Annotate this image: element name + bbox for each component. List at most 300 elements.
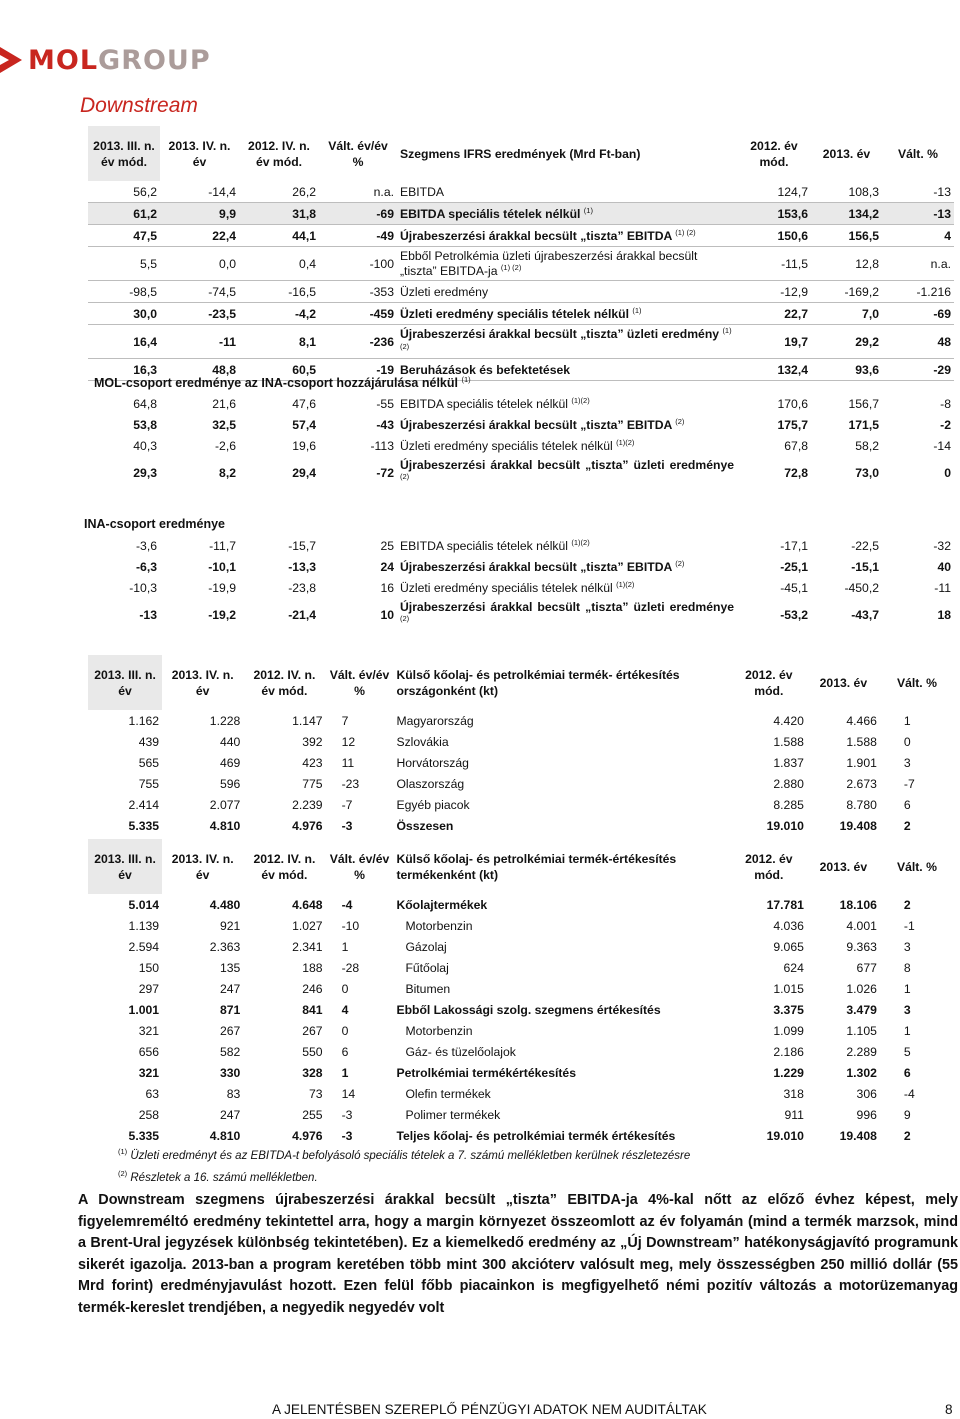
t3-cell: 19.408 bbox=[839, 1128, 877, 1143]
t3-header-cell: 2013. III. n. év bbox=[88, 839, 162, 894]
t1-cell: -49 bbox=[319, 225, 397, 247]
t3-cell: 1.302 bbox=[846, 1065, 877, 1080]
ina-cell: -25,1 bbox=[780, 559, 808, 574]
t3-cell: 582 bbox=[219, 1044, 241, 1059]
t3-cell: 83 bbox=[226, 1086, 241, 1101]
mol-cell: -72 bbox=[376, 466, 394, 480]
t3-cell: 2.341 bbox=[292, 939, 323, 954]
mol-row bbox=[88, 414, 954, 435]
t1-cell: -13 bbox=[882, 203, 954, 225]
mol-cell: 175,7 bbox=[777, 417, 808, 432]
t3-cell: Bitumen bbox=[405, 981, 451, 996]
t1-header-cell: 2013. IV. n. év bbox=[168, 138, 231, 169]
t3-cell: Ebből Lakossági szolg. szegmens értékesítés bbox=[396, 1002, 661, 1017]
t1-cell: -11,5 bbox=[737, 247, 811, 281]
t1-cell: -169,2 bbox=[811, 281, 882, 303]
ina-cell: -19,2 bbox=[208, 608, 236, 622]
t3-header-cell: Vált. % bbox=[896, 859, 937, 874]
mol-row bbox=[88, 456, 954, 490]
ina-cell: -15,1 bbox=[851, 559, 879, 574]
t1-cell: -23,5 bbox=[160, 303, 239, 325]
t3-cell: 330 bbox=[219, 1065, 241, 1080]
ina-cell: -10,3 bbox=[129, 580, 157, 595]
t3-cell: 247 bbox=[219, 1107, 241, 1122]
t2-cell: 1.162 bbox=[128, 713, 160, 728]
t2-cell: 1.588 bbox=[846, 734, 877, 749]
t1-cell: -98,5 bbox=[88, 281, 160, 303]
t3-cell: 1.139 bbox=[128, 918, 160, 933]
t3-cell: 318 bbox=[783, 1086, 804, 1101]
t3-cell: 5.014 bbox=[128, 897, 160, 912]
t3-header-cell: 2013. IV. n. év bbox=[171, 851, 234, 882]
t2-row bbox=[88, 752, 954, 773]
t2-header-cell: 2012. IV. n. év mód. bbox=[253, 667, 316, 698]
t3-cell: 911 bbox=[784, 1107, 804, 1122]
body-paragraph: A Downstream szegmens újrabeszerzési árakkal becsült „tiszta” EBITDA-ja 4%-kal nőtt az előző évhez képest, mely figyelemreméltó eredmény tekintettel arra, hogy a margin környezet összeomlott az év folyamán (mind a termék marzsok, mind a Brent-Ural jegyzések különbség tekintetében). Ez a kiemelkedő eredmény az „Új Downstream” hatékonyságjavító programunk sikerét igazolja. 2013-ban a program keretében több mint 300 akcióterv valósult meg, mely összességben 250 millió dollár (55 Mrd forint) eredményjavulást hozott. Ezen felül főbb piacainkon is megfigyelhető némi pozitív változás a motorüzemanyag termék-kereslet trendjében, a negyedik negyedév volt bbox=[78, 1192, 958, 1316]
t3-cell: -1 bbox=[903, 918, 915, 933]
t3-cell: 2 bbox=[903, 897, 911, 912]
ina-cell: -53,2 bbox=[780, 608, 808, 622]
t2-cell: 4.810 bbox=[209, 818, 241, 833]
t3-cell: 4.480 bbox=[209, 897, 241, 912]
mol-cell: 29,3 bbox=[133, 466, 157, 480]
mol-cell: 8,2 bbox=[219, 466, 236, 480]
logo-wordmark: MOLGROUP bbox=[28, 44, 211, 76]
t2-header-row bbox=[88, 655, 954, 710]
mol-cell: 19,6 bbox=[292, 438, 316, 453]
t2-cell: Horvátország bbox=[396, 755, 469, 770]
t3-cell: 5.335 bbox=[128, 1128, 160, 1143]
mol-cell: 47,6 bbox=[292, 396, 316, 411]
t2-row bbox=[88, 794, 954, 815]
t3-row bbox=[88, 894, 954, 915]
t1-cell: -69 bbox=[319, 203, 397, 225]
t3-cell: 63 bbox=[145, 1086, 160, 1101]
t3-cell: -10 bbox=[341, 918, 360, 933]
t2-cell: 1.837 bbox=[773, 755, 804, 770]
t1-cell: 22,7 bbox=[737, 303, 811, 325]
page-footer: A JELENTÉSBEN SZEREPLŐ PÉNZÜGYI ADATOK NEM AUDITÁLTAK bbox=[272, 1402, 707, 1417]
t3-cell: 4.036 bbox=[773, 918, 804, 933]
t3-cell: 1 bbox=[341, 939, 349, 954]
mol-cell: 29,4 bbox=[292, 466, 316, 480]
t1-cell: 16,3 bbox=[88, 359, 160, 381]
t3-row bbox=[88, 999, 954, 1020]
t2-cell: 439 bbox=[138, 734, 160, 749]
t1-row bbox=[88, 203, 954, 225]
t3-cell: 4.001 bbox=[846, 918, 877, 933]
footnote-1: $^{(1)}$ Üzleti eredményt és az EBITDA-t befolyásoló speciális tételek a 7. számú mellékletben kerülnek részletezésre bbox=[118, 1147, 691, 1162]
t3-cell: -3 bbox=[341, 1128, 353, 1143]
t1-cell: 61,2 bbox=[88, 203, 160, 225]
mol-cell: -55 bbox=[376, 396, 394, 411]
t2-row bbox=[88, 815, 954, 836]
t1-cell: Üzleti eredmény bbox=[397, 281, 737, 303]
t1-cell: -236 bbox=[319, 325, 397, 359]
t3-cell: -3 bbox=[341, 1107, 353, 1122]
ina-cell: -22,5 bbox=[851, 538, 879, 553]
t2-header-cell: 2013. III. n. év bbox=[88, 655, 162, 710]
t2-cell: 4.976 bbox=[292, 818, 323, 833]
t1-cell: EBITDA bbox=[397, 181, 737, 203]
mol-cell: -43 bbox=[376, 417, 394, 432]
t2-cell: 0 bbox=[903, 734, 911, 749]
t3-cell: Teljes kőolaj- és petrolkémiai termék értékesítés bbox=[396, 1128, 676, 1143]
t1-cell: 8,1 bbox=[239, 325, 319, 359]
t3-cell: 0 bbox=[341, 981, 349, 996]
ina-cell: -11 bbox=[934, 580, 951, 595]
t3-header-cell: 2012. IV. n. év mód. bbox=[253, 851, 316, 882]
t3-cell: 2.289 bbox=[846, 1044, 877, 1059]
t1-cell: 47,5 bbox=[88, 225, 160, 247]
t1-row bbox=[88, 325, 954, 359]
t2-cell: 19.408 bbox=[839, 818, 877, 833]
t3-cell: 550 bbox=[302, 1044, 323, 1059]
t2-cell: 440 bbox=[219, 734, 241, 749]
t2-cell: 3 bbox=[903, 755, 911, 770]
t1-cell: -14,4 bbox=[160, 181, 239, 203]
sales-by-country-table bbox=[88, 655, 954, 836]
t3-row bbox=[88, 936, 954, 957]
ina-cell: -23,8 bbox=[288, 580, 316, 595]
t3-cell: Gázolaj bbox=[405, 939, 447, 954]
segment-results-table bbox=[88, 126, 954, 381]
t3-cell: 4.976 bbox=[292, 1128, 323, 1143]
mol-cell: 32,5 bbox=[212, 417, 236, 432]
ina-cell: -15,7 bbox=[288, 538, 316, 553]
t1-cell: 7,0 bbox=[811, 303, 882, 325]
t3-cell: 6 bbox=[903, 1065, 911, 1080]
t1-cell: EBITDA speciális tételek nélkül $^{(1)}$ bbox=[397, 203, 737, 225]
t3-cell: 8 bbox=[903, 960, 911, 975]
t3-cell: 246 bbox=[302, 981, 323, 996]
t3-cell: 5 bbox=[903, 1044, 911, 1059]
ina-cell: 18 bbox=[937, 608, 951, 622]
t1-cell: 30,0 bbox=[88, 303, 160, 325]
t3-header-row bbox=[88, 839, 954, 894]
ina-cell: -11,7 bbox=[209, 538, 236, 553]
t3-cell: 297 bbox=[138, 981, 160, 996]
mol-group-title: MOL-csoport eredménye az INA-csoport hozzájárulása nélkül $^{(1)}$ bbox=[94, 375, 471, 391]
t2-cell: 423 bbox=[302, 755, 323, 770]
mol-cell: 0 bbox=[944, 466, 951, 480]
t2-cell: 392 bbox=[302, 734, 323, 749]
ina-cell: -45,1 bbox=[780, 580, 808, 595]
t2-cell: 6 bbox=[903, 797, 911, 812]
t3-header-cell: Vált. év/év % bbox=[329, 851, 390, 882]
t1-cell: 12,8 bbox=[811, 247, 882, 281]
t3-cell: 9 bbox=[903, 1107, 911, 1122]
t3-cell: 3.479 bbox=[846, 1002, 877, 1017]
page-number: 8 bbox=[945, 1402, 953, 1417]
t1-cell: -74,5 bbox=[160, 281, 239, 303]
t3-cell: 3 bbox=[903, 1002, 911, 1017]
t2-cell: 2 bbox=[903, 818, 911, 833]
t3-cell: -28 bbox=[341, 960, 360, 975]
t1-cell: 19,7 bbox=[737, 325, 811, 359]
t2-cell: 1.901 bbox=[846, 755, 877, 770]
t2-cell: -23 bbox=[341, 776, 360, 791]
t3-cell: Fűtőolaj bbox=[405, 960, 449, 975]
mol-cell: 40,3 bbox=[133, 438, 157, 453]
t3-cell: 871 bbox=[219, 1002, 241, 1017]
section-title: Downstream bbox=[80, 94, 198, 117]
t1-cell: 0,0 bbox=[160, 247, 239, 281]
t3-cell: 1 bbox=[903, 1023, 911, 1038]
mol-cell: -14 bbox=[933, 438, 951, 453]
ina-cell: -19,9 bbox=[208, 580, 236, 595]
t3-header-cell: Külső kőolaj- és petrolkémiai termék-értékesítés termékenként (kt) bbox=[396, 851, 677, 882]
t3-cell: 306 bbox=[856, 1086, 877, 1101]
t2-header-cell: Külső kőolaj- és petrolkémiai termék- értékesítés országonként (kt) bbox=[396, 667, 680, 698]
t3-cell: 267 bbox=[219, 1023, 241, 1038]
t1-header-cell: Vált. % bbox=[898, 146, 938, 161]
t2-header-cell: 2013. év bbox=[819, 675, 868, 690]
t3-cell: 6 bbox=[341, 1044, 349, 1059]
ina-cell: -43,7 bbox=[851, 608, 879, 622]
sales-by-product-table bbox=[88, 839, 954, 1146]
t1-cell: 31,8 bbox=[239, 203, 319, 225]
t3-cell: 9.363 bbox=[846, 939, 877, 954]
t2-cell: 1.228 bbox=[209, 713, 241, 728]
t2-cell: 4.420 bbox=[773, 713, 804, 728]
t3-cell: 677 bbox=[856, 960, 877, 975]
t3-cell: 19.010 bbox=[766, 1128, 804, 1143]
t3-header-cell: 2013. év bbox=[819, 859, 868, 874]
t1-header-cell: Szegmens IFRS eredmények (Mrd Ft-ban) bbox=[400, 146, 641, 161]
t2-cell: 7 bbox=[341, 713, 349, 728]
t2-cell: 11 bbox=[341, 755, 355, 770]
t3-cell: Gáz- és tüzelőolajok bbox=[405, 1044, 516, 1059]
t3-cell: 2.363 bbox=[209, 939, 241, 954]
ina-cell: -13 bbox=[139, 608, 157, 622]
t3-cell: 188 bbox=[302, 960, 323, 975]
t3-cell: 321 bbox=[138, 1023, 160, 1038]
mol-cell: 21,6 bbox=[212, 396, 236, 411]
t3-cell: 2.186 bbox=[773, 1044, 804, 1059]
ina-row bbox=[88, 556, 954, 577]
mol-cell: -2,6 bbox=[214, 438, 236, 453]
t3-row bbox=[88, 1104, 954, 1125]
molgroup-logo bbox=[0, 42, 211, 78]
t1-cell: 124,7 bbox=[737, 181, 811, 203]
t1-cell: 48 bbox=[882, 325, 954, 359]
t2-cell: 2.077 bbox=[209, 797, 241, 812]
t1-cell: 0,4 bbox=[239, 247, 319, 281]
t1-cell: -19 bbox=[319, 359, 397, 381]
t1-header-cell: 2013. év bbox=[822, 146, 871, 161]
logo-chevron-icon bbox=[0, 45, 24, 75]
t1-cell: 22,4 bbox=[160, 225, 239, 247]
t2-cell: 2.414 bbox=[128, 797, 160, 812]
t2-header-cell: Vált. év/év % bbox=[329, 667, 390, 698]
ina-row bbox=[88, 577, 954, 598]
t1-cell: -16,5 bbox=[239, 281, 319, 303]
t2-cell: 12 bbox=[341, 734, 356, 749]
t3-cell: 1 bbox=[341, 1065, 349, 1080]
mol-cell: Újrabeszerzési árakkal becsült „tiszta” EBITDA $^{(2)}$ bbox=[400, 416, 685, 433]
t2-cell: Egyéb piacok bbox=[396, 797, 470, 812]
t1-cell: -13 bbox=[882, 181, 954, 203]
t1-header-cell: 2012. év mód. bbox=[750, 138, 798, 169]
t1-cell: -459 bbox=[319, 303, 397, 325]
t1-cell: Újrabeszerzési árakkal becsült „tiszta” EBITDA $^{(1) (2)}$ bbox=[397, 225, 737, 247]
t3-cell: -4 bbox=[903, 1086, 915, 1101]
t2-cell: 1 bbox=[903, 713, 911, 728]
ina-row bbox=[88, 598, 954, 632]
mol-cell: Üzleti eredmény speciális tételek nélkül $^{(1)(2)}$ bbox=[400, 437, 635, 454]
ina-cell: -32 bbox=[933, 538, 951, 553]
t2-cell: -7 bbox=[903, 776, 915, 791]
footnote-2: $^{(2)}$ Részletek a 16. számú mellékletben. bbox=[118, 1168, 318, 1184]
mol-row bbox=[88, 435, 954, 456]
t1-cell: 48,8 bbox=[160, 359, 239, 381]
t3-cell: 4.648 bbox=[292, 897, 323, 912]
ina-cell: Üzleti eredmény speciális tételek nélkül $^{(1)(2)}$ bbox=[400, 579, 635, 596]
t1-cell: 9,9 bbox=[160, 203, 239, 225]
ina-group-title: INA-csoport eredménye bbox=[84, 517, 226, 531]
ina-cell: 24 bbox=[380, 559, 394, 574]
t1-cell: 150,6 bbox=[737, 225, 811, 247]
t3-cell: 656 bbox=[138, 1044, 160, 1059]
t1-cell: 16,4 bbox=[88, 325, 160, 359]
t3-cell: 1.105 bbox=[846, 1023, 877, 1038]
t1-cell: -29 bbox=[882, 359, 954, 381]
t1-row bbox=[88, 281, 954, 303]
t1-cell: Beruházások és befektetések bbox=[397, 359, 737, 381]
t3-row bbox=[88, 1083, 954, 1104]
ina-cell: 40 bbox=[937, 559, 951, 574]
mol-cell: 67,8 bbox=[784, 438, 808, 453]
t3-cell: 0 bbox=[341, 1023, 349, 1038]
mol-cell: 64,8 bbox=[133, 396, 157, 411]
t2-cell: 19.010 bbox=[766, 818, 804, 833]
t1-cell: 153,6 bbox=[737, 203, 811, 225]
t3-row bbox=[88, 978, 954, 999]
t3-cell: Olefin termékek bbox=[405, 1086, 491, 1101]
t3-cell: Motorbenzin bbox=[405, 918, 473, 933]
mol-row bbox=[88, 393, 954, 414]
t2-cell: 775 bbox=[302, 776, 323, 791]
t2-cell: 4.466 bbox=[846, 713, 877, 728]
t3-row bbox=[88, 957, 954, 978]
t1-header-row bbox=[88, 126, 954, 181]
ina-group-table bbox=[88, 535, 954, 632]
mol-cell: 57,4 bbox=[292, 417, 316, 432]
ina-cell: -10,1 bbox=[208, 559, 236, 574]
t2-cell: 8.780 bbox=[846, 797, 877, 812]
t2-cell: 2.880 bbox=[773, 776, 804, 791]
t3-cell: 841 bbox=[302, 1002, 323, 1017]
t3-cell: 996 bbox=[856, 1107, 877, 1122]
t1-cell: -353 bbox=[319, 281, 397, 303]
t1-cell: 156,5 bbox=[811, 225, 882, 247]
t2-cell: 2.239 bbox=[292, 797, 323, 812]
t1-cell: 93,6 bbox=[811, 359, 882, 381]
t1-cell: Üzleti eredmény speciális tételek nélkül $^{(1)}$ bbox=[397, 303, 737, 325]
t3-cell: 255 bbox=[302, 1107, 323, 1122]
t1-row bbox=[88, 303, 954, 325]
t1-cell: Ebből Petrolkémia üzleti újrabeszerzési árakkal becsült „tiszta” EBITDA-ja $^{(1) (2)}$ bbox=[397, 247, 737, 281]
t3-cell: 14 bbox=[341, 1086, 356, 1101]
t2-row bbox=[88, 731, 954, 752]
mol-cell: 171,5 bbox=[848, 417, 879, 432]
t2-cell: -3 bbox=[341, 818, 353, 833]
t1-cell: 5,5 bbox=[88, 247, 160, 281]
ina-row bbox=[88, 535, 954, 556]
t3-cell: 4 bbox=[341, 1002, 349, 1017]
mol-cell: 72,8 bbox=[784, 466, 808, 480]
mol-cell: -8 bbox=[940, 396, 951, 411]
t3-cell: 328 bbox=[302, 1065, 323, 1080]
ina-cell: -21,4 bbox=[288, 608, 316, 622]
t3-cell: 18.106 bbox=[839, 897, 877, 912]
t3-cell: Petrolkémiai termékértékesítés bbox=[396, 1065, 576, 1080]
t3-cell: 624 bbox=[783, 960, 804, 975]
t2-cell: -7 bbox=[341, 797, 353, 812]
t2-cell: 755 bbox=[138, 776, 160, 791]
ina-cell: -3,6 bbox=[135, 538, 157, 553]
mol-cell: Újrabeszerzési árakkal becsült „tiszta” üzleti eredménye $^{(2)}$ bbox=[400, 458, 734, 482]
t3-cell: 73 bbox=[309, 1086, 323, 1101]
t3-row bbox=[88, 1041, 954, 1062]
ina-cell: 10 bbox=[380, 608, 394, 622]
t3-cell: Motorbenzin bbox=[405, 1023, 473, 1038]
t1-cell: -100 bbox=[319, 247, 397, 281]
t2-cell: Olaszország bbox=[396, 776, 465, 791]
ina-cell: Újrabeszerzési árakkal becsült „tiszta” üzleti eredménye $^{(2)}$ bbox=[400, 600, 734, 624]
t1-cell: -12,9 bbox=[737, 281, 811, 303]
mol-group-table bbox=[88, 393, 954, 490]
t3-cell: 921 bbox=[219, 918, 241, 933]
t1-cell: 108,3 bbox=[811, 181, 882, 203]
t2-cell: Összesen bbox=[396, 818, 454, 833]
t1-cell: 132,4 bbox=[737, 359, 811, 381]
t1-cell: Újrabeszerzési árakkal becsült „tiszta” üzleti eredmény $^{(1)(2)}$ bbox=[397, 325, 737, 359]
t2-cell: 1.588 bbox=[773, 734, 804, 749]
mol-cell: -2 bbox=[940, 417, 951, 432]
t3-cell: 1.001 bbox=[128, 1002, 160, 1017]
t1-cell: 4 bbox=[882, 225, 954, 247]
t1-row bbox=[88, 225, 954, 247]
ina-cell: 25 bbox=[380, 538, 394, 553]
t1-cell: 60,5 bbox=[239, 359, 319, 381]
mol-cell: 53,8 bbox=[133, 417, 157, 432]
t1-row bbox=[88, 247, 954, 281]
t3-cell: 150 bbox=[138, 960, 160, 975]
t1-cell: -1.216 bbox=[882, 281, 954, 303]
t1-header-cell: Vált. év/év % bbox=[328, 138, 388, 169]
t3-cell: 9.065 bbox=[773, 939, 804, 954]
t2-cell: 596 bbox=[219, 776, 241, 791]
t3-cell: 1.099 bbox=[773, 1023, 804, 1038]
mol-cell: 58,2 bbox=[855, 438, 879, 453]
ina-cell: -450,2 bbox=[844, 580, 879, 595]
ina-cell: 16 bbox=[380, 580, 394, 595]
t3-cell: 258 bbox=[138, 1107, 160, 1122]
t2-cell: 469 bbox=[219, 755, 241, 770]
t3-row bbox=[88, 1020, 954, 1041]
t2-header-cell: 2013. IV. n. év bbox=[171, 667, 234, 698]
t3-cell: 3.375 bbox=[773, 1002, 804, 1017]
t1-cell: -11 bbox=[160, 325, 239, 359]
t2-row bbox=[88, 773, 954, 794]
t2-cell: Magyarország bbox=[396, 713, 474, 728]
t1-cell: 44,1 bbox=[239, 225, 319, 247]
t2-cell: 1.147 bbox=[292, 713, 323, 728]
t1-header-cell: 2013. III. n. év mód. bbox=[88, 126, 160, 181]
t1-cell: 29,2 bbox=[811, 325, 882, 359]
